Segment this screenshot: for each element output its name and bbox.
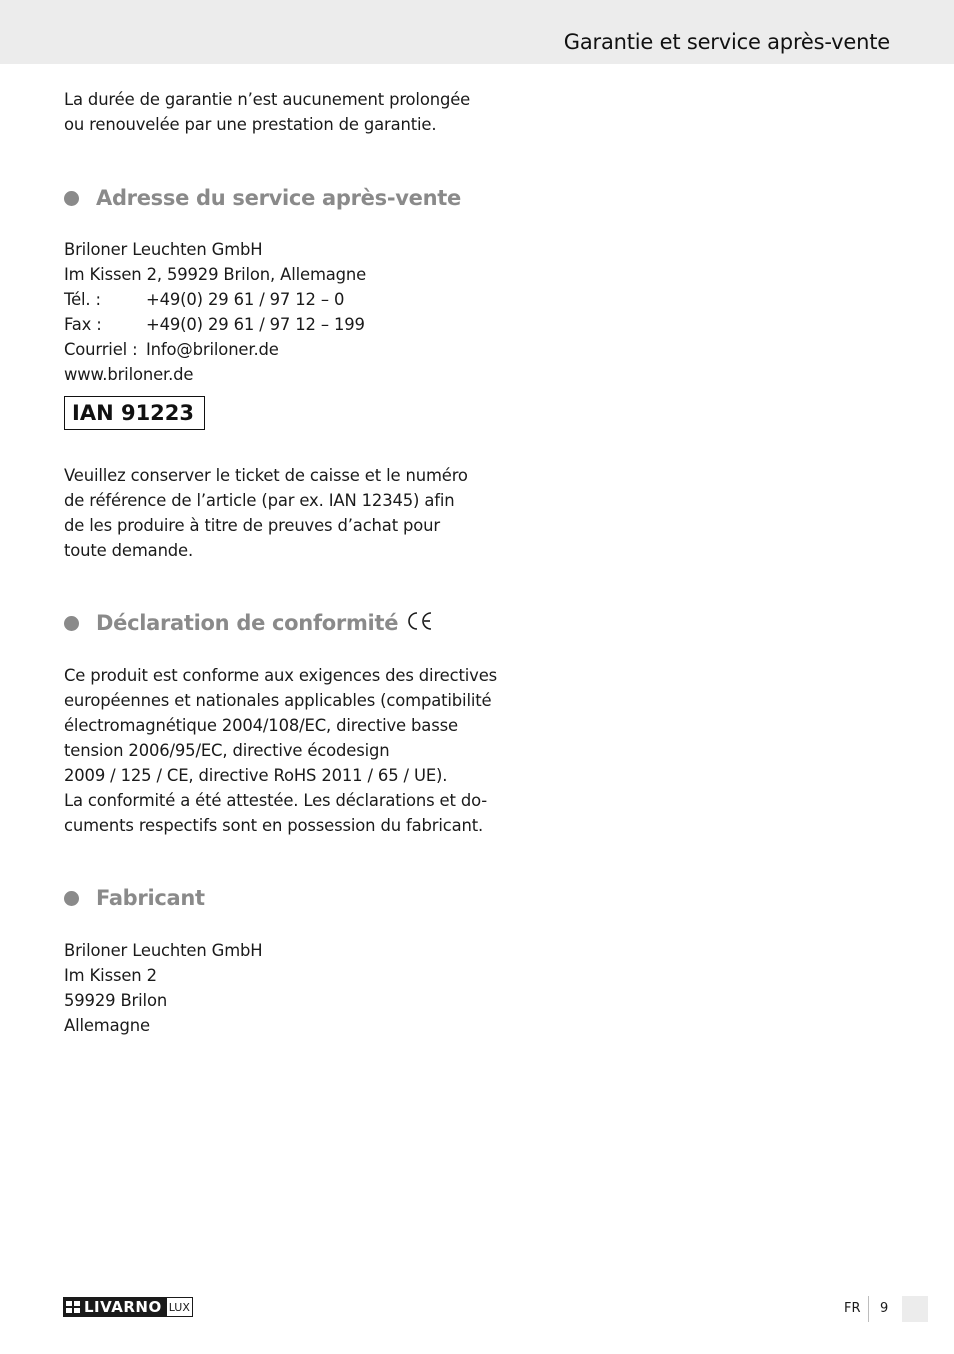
- logo-lux: LUX: [166, 1297, 193, 1317]
- bullet-icon: [64, 191, 79, 206]
- receipt-line: Veuillez conserver le ticket de caisse et le numéro: [64, 466, 468, 485]
- logo-grid-icon: [66, 1301, 80, 1313]
- bullet-icon: [64, 616, 79, 631]
- logo-main: [63, 1297, 166, 1317]
- receipt-paragraph: [64, 463, 474, 563]
- fax-label: Fax :: [64, 315, 102, 334]
- conformity-line: La conformité a été attestée. Les déclarations et do-: [64, 791, 488, 810]
- manufacturer-address: [64, 938, 474, 1038]
- ce-mark-icon: [406, 610, 434, 636]
- page-title: Garantie et service après-vente: [563, 30, 890, 54]
- phone-label: Tél. :: [64, 290, 101, 309]
- footer-divider: [868, 1296, 869, 1322]
- language-code: FR: [844, 1301, 861, 1316]
- bullet-icon: [64, 891, 79, 906]
- email-label: Courriel :: [64, 340, 138, 359]
- conformity-line: tension 2006/95/EC, directive écodesign: [64, 741, 390, 760]
- livarno-logo: [63, 1297, 193, 1317]
- page-number: 9: [880, 1301, 889, 1316]
- manufacturer-line: Briloner Leuchten GmbH: [64, 941, 263, 960]
- conformity-line: électromagnétique 2004/108/EC, directive basse: [64, 716, 458, 735]
- intro-line: ou renouvelée par une prestation de garantie.: [64, 115, 437, 134]
- conformity-line: européennes et nationales applicables (compatibilité: [64, 691, 492, 710]
- manufacturer-line: Allemagne: [64, 1016, 150, 1035]
- conformity-line: Ce produit est conforme aux exigences des directives: [64, 666, 498, 685]
- email-value: Info@briloner.de: [146, 340, 279, 359]
- fax-value: +49(0) 29 61 / 97 12 – 199: [146, 315, 365, 334]
- manufacturer-line: 59929 Brilon: [64, 991, 168, 1010]
- service-address: [64, 237, 474, 387]
- conformity-title: Déclaration de conformité: [96, 611, 399, 635]
- service-company: Briloner Leuchten GmbH: [64, 240, 263, 259]
- page-tab-marker: [902, 1296, 928, 1322]
- manufacturer-title: Fabricant: [96, 886, 205, 910]
- manufacturer-heading: [64, 883, 205, 913]
- manufacturer-line: Im Kissen 2: [64, 966, 157, 985]
- service-fax-row: [64, 312, 474, 337]
- conformity-paragraph: [64, 663, 498, 838]
- logo-text: LIVARNO: [84, 1298, 162, 1316]
- receipt-line: toute demande.: [64, 541, 194, 560]
- service-heading: [64, 183, 461, 213]
- phone-value: +49(0) 29 61 / 97 12 – 0: [146, 290, 345, 309]
- intro-line: La durée de garantie n’est aucunement prolongée: [64, 90, 471, 109]
- service-phone-row: [64, 287, 474, 312]
- service-street: Im Kissen 2, 59929 Brilon, Allemagne: [64, 265, 367, 284]
- ian-box: IAN 91223: [64, 396, 205, 430]
- conformity-line: cuments respectifs sont en possession du fabricant.: [64, 816, 484, 835]
- service-email-row: [64, 337, 474, 362]
- conformity-heading: [64, 608, 434, 638]
- service-website: www.briloner.de: [64, 365, 194, 384]
- conformity-line: 2009 / 125 / CE, directive RoHS 2011 / 65 / UE).: [64, 766, 448, 785]
- receipt-line: de référence de l’article (par ex. IAN 12345) afin: [64, 491, 455, 510]
- receipt-line: de les produire à titre de preuves d’achat pour: [64, 516, 440, 535]
- intro-paragraph: [64, 87, 474, 137]
- service-title: Adresse du service après-vente: [96, 186, 461, 210]
